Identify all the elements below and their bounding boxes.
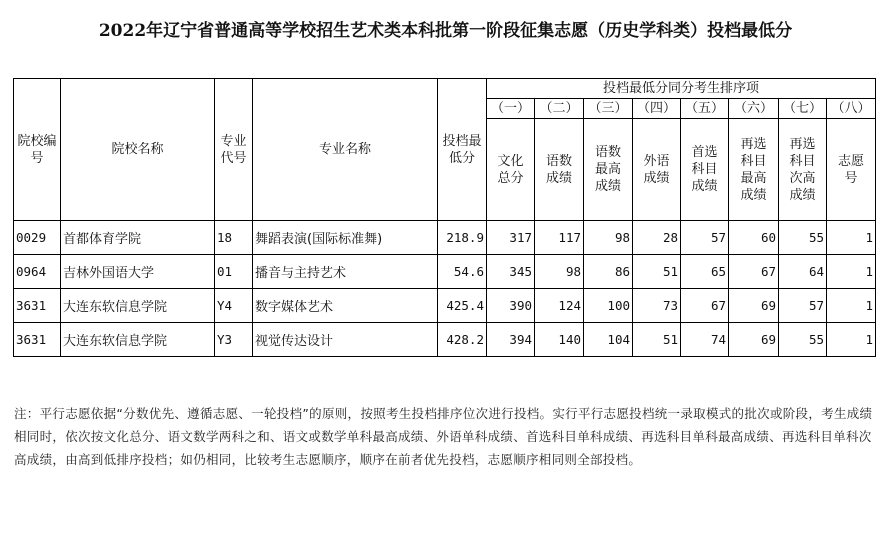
header-school-name: 院校名称 — [61, 79, 215, 221]
tiebreak-value: 64 — [779, 255, 827, 289]
school-name: 吉林外国语大学 — [61, 255, 215, 289]
header-major-name: 专业名称 — [253, 79, 438, 221]
header-order: （六） — [729, 99, 779, 119]
header-item: 语数最高成绩 — [584, 119, 633, 221]
table-row — [14, 221, 876, 255]
tiebreak-value: 345 — [487, 255, 535, 289]
header-tiebreak-group: 投档最低分同分考生排序项 — [487, 79, 876, 99]
school-name: 大连东软信息学院 — [61, 323, 215, 357]
tiebreak-value: 98 — [584, 221, 633, 255]
tiebreak-value: 104 — [584, 323, 633, 357]
min-score: 218.9 — [438, 221, 487, 255]
major-code: 01 — [215, 255, 253, 289]
tiebreak-value: 74 — [681, 323, 729, 357]
tiebreak-value: 55 — [779, 221, 827, 255]
tiebreak-value: 1 — [827, 221, 876, 255]
tiebreak-value: 57 — [779, 289, 827, 323]
tiebreak-value: 98 — [535, 255, 584, 289]
major-name: 播音与主持艺术 — [253, 255, 438, 289]
tiebreak-value: 51 — [633, 255, 681, 289]
header-item: 再选科目最高成绩 — [729, 119, 779, 221]
header-item: 外语成绩 — [633, 119, 681, 221]
tiebreak-value: 86 — [584, 255, 633, 289]
major-code: Y3 — [215, 323, 253, 357]
school-code: 3631 — [14, 289, 61, 323]
tiebreak-value: 69 — [729, 323, 779, 357]
header-item: 再选科目次高成绩 — [779, 119, 827, 221]
header-school-code: 院校编号 — [14, 79, 61, 221]
school-name: 首都体育学院 — [61, 221, 215, 255]
header-major-code: 专业代号 — [215, 79, 253, 221]
header-order: （三） — [584, 99, 633, 119]
tiebreak-value: 117 — [535, 221, 584, 255]
header-order: （八） — [827, 99, 876, 119]
header-item: 首选科目成绩 — [681, 119, 729, 221]
major-code: 18 — [215, 221, 253, 255]
header-item: 文化总分 — [487, 119, 535, 221]
tiebreak-value: 28 — [633, 221, 681, 255]
school-code: 3631 — [14, 323, 61, 357]
major-name: 数字媒体艺术 — [253, 289, 438, 323]
tiebreak-value: 67 — [681, 289, 729, 323]
major-code: Y4 — [215, 289, 253, 323]
tiebreak-value: 65 — [681, 255, 729, 289]
header-order: （一） — [487, 99, 535, 119]
school-code: 0964 — [14, 255, 61, 289]
tiebreak-value: 57 — [681, 221, 729, 255]
footnote: 注：平行志愿依据“分数优先、遵循志愿、一轮投档”的原则，按照考生投档排序位次进行投档。实行平行志愿投档统一录取模式的批次或阶段，考生成绩相同时，依次按文化总分、语文数学两科之和、语文或数学单科最高成绩、外语单科成绩、首选科目单科成绩、再选科目单科最高成绩、再选科目单科次高成绩，由高到低排序投档；如仍相同，比较考生志愿顺序，顺序在前者优先投档，志愿顺序相同则全部投档。 — [14, 406, 873, 467]
tiebreak-value: 140 — [535, 323, 584, 357]
table-row — [14, 289, 876, 323]
tiebreak-value: 1 — [827, 289, 876, 323]
header-order: （四） — [633, 99, 681, 119]
table-row — [14, 255, 876, 289]
tiebreak-value: 55 — [779, 323, 827, 357]
header-item: 志愿号 — [827, 119, 876, 221]
header-min-score: 投档最低分 — [438, 79, 487, 221]
tiebreak-value: 69 — [729, 289, 779, 323]
tiebreak-value: 394 — [487, 323, 535, 357]
header-order: （五） — [681, 99, 729, 119]
tiebreak-value: 60 — [729, 221, 779, 255]
tiebreak-value: 1 — [827, 255, 876, 289]
tiebreak-value: 51 — [633, 323, 681, 357]
table-row — [14, 323, 876, 357]
header-order: （二） — [535, 99, 584, 119]
tiebreak-value: 67 — [729, 255, 779, 289]
major-name: 视觉传达设计 — [253, 323, 438, 357]
tiebreak-value: 1 — [827, 323, 876, 357]
page-title: 2022年辽宁省普通高等学校招生艺术类本科批第一阶段征集志愿（历史学科类）投档最低分 — [98, 21, 793, 41]
tiebreak-value: 390 — [487, 289, 535, 323]
min-score: 428.2 — [438, 323, 487, 357]
header-item: 语数成绩 — [535, 119, 584, 221]
tiebreak-value: 100 — [584, 289, 633, 323]
header-order: （七） — [779, 99, 827, 119]
major-name: 舞蹈表演(国际标准舞) — [253, 221, 438, 255]
min-score: 54.6 — [438, 255, 487, 289]
tiebreak-value: 317 — [487, 221, 535, 255]
school-name: 大连东软信息学院 — [61, 289, 215, 323]
admission-table — [13, 78, 876, 357]
tiebreak-value: 124 — [535, 289, 584, 323]
school-code: 0029 — [14, 221, 61, 255]
tiebreak-value: 73 — [633, 289, 681, 323]
min-score: 425.4 — [438, 289, 487, 323]
